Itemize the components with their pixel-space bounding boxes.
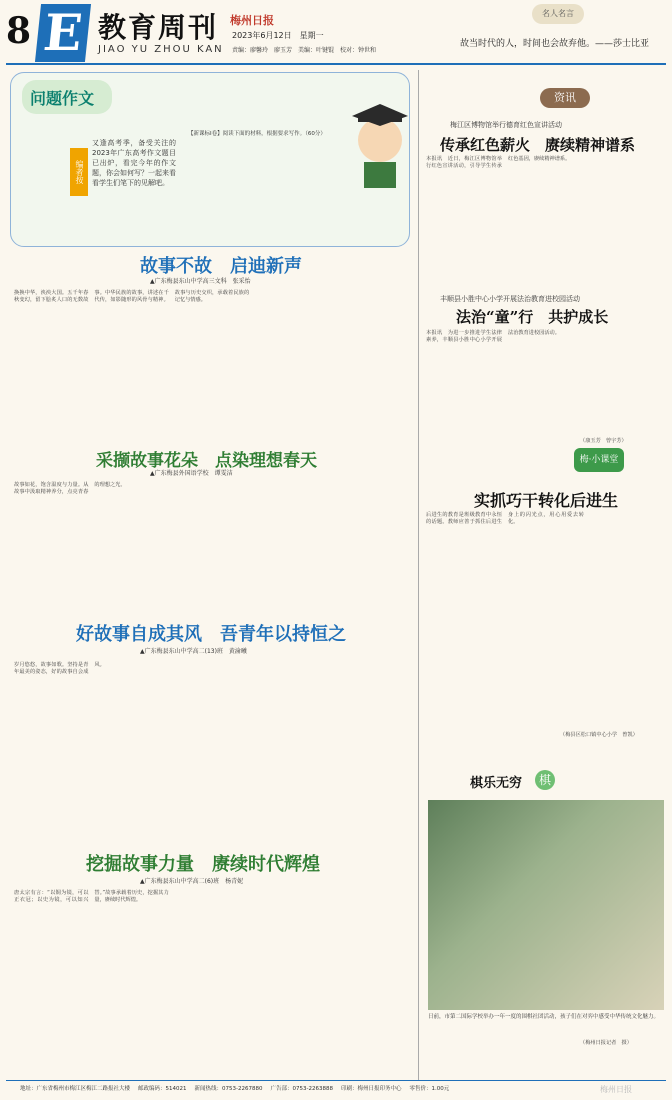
photo-tag-icon: 棋 <box>535 770 555 790</box>
article3-body: 岁月悠悠，故事如歌。坚持是青年最美的姿态，好的故事自会成风。 <box>14 662 105 675</box>
article3-title: 好故事自成其风 吾青年以持恒之 <box>76 624 346 645</box>
footer-price: 零售价：1.00元 <box>409 1086 450 1092</box>
section-title: 教育周刊 <box>98 11 219 44</box>
game-photo <box>428 800 664 1010</box>
footer-rule <box>6 1080 666 1081</box>
feature-tag: 编者按 <box>70 148 88 196</box>
article2-byline: ▲广东梅县外国语学校 谭雯洁 <box>150 470 233 477</box>
editor-staff: 责编：廖馨玲 廖玉芳 美编：叶键锟 校对：钟世和 <box>232 47 377 54</box>
news2-body: 本报讯 为进一步推进学生法律素养，丰顺县小胜中心小学开展法治教育进校园活动。 <box>426 330 560 343</box>
photo-caption: 日前，市第二国际学校举办一年一度的围棋社团活动，孩子们在对弈中感受中华传统文化魅力。 <box>428 1014 660 1020</box>
graduate-illustration <box>350 100 410 190</box>
news1-body: 本报讯 近日，梅江区博物馆举行红色宣讲活动，引导学生传承红色基因，赓续精神谱系。 <box>426 156 571 169</box>
news2-title: 法治“童”行 共护成长 <box>456 308 609 326</box>
article4-body: 唐太宗有言：“以铜为镜，可以正衣冠；以史为镜，可以知兴替。”故事承载着历史，挖掘其力量，赓续时代辉煌。 <box>14 890 169 903</box>
photo-credit: （梅州日报记者 摄） <box>580 1040 632 1046</box>
quote-text: 故当时代的人，时间也会故弃他。——莎士比亚 <box>460 39 650 49</box>
photo-title: 棋乐无穷 <box>470 776 523 791</box>
article4-title: 挖掘故事力量 赓续时代辉煌 <box>86 854 320 875</box>
feature-prompt: 【新课标Ⅰ卷】阅读下面的材料，根据要求写作。（60分） <box>188 131 326 137</box>
news1-title: 传承红色薪火 赓续精神谱系 <box>440 136 636 154</box>
footer-address: 地址：广东省梅州市梅江区梅江二路报社大楼 <box>20 1086 131 1092</box>
article4-byline: ▲广东梅县东山中学高二(6)班 杨青妮 <box>140 878 244 885</box>
quote-seal: 名人名言 <box>532 4 584 24</box>
class-author: （梅县区松口镇中心小学 曾凯） <box>560 732 638 738</box>
class-tag: 梅·小课堂 <box>574 448 624 472</box>
feature-note: 又逢高考季，备受关注的2023年广东高考作文题目已出炉，看完今年的作文题，你会如何写？一起来看看学生们笔下的见解吧。 <box>92 139 176 187</box>
news1-overline: 梅江区博物馆举行德育红色宣讲活动 <box>450 121 562 129</box>
footer-zip: 邮政编码：514021 <box>138 1086 187 1092</box>
paper-logo: 梅州日报 <box>230 14 274 27</box>
article1-byline: ▲广东梅县东山中学高三文科 张采怡 <box>150 278 251 285</box>
section-letter: E <box>35 4 91 62</box>
article1-title: 故事不故 启迪新声 <box>140 256 302 277</box>
section-pinyin: JIAO YU ZHOU KAN <box>98 44 224 55</box>
page-number: 8 <box>6 10 32 52</box>
feature-banner-text: 问题作文 <box>30 89 95 108</box>
masthead-rule <box>6 63 666 65</box>
column-divider <box>418 70 419 1080</box>
footer-ad: 广告部：0753-2263888 <box>270 1086 333 1092</box>
article3-byline: ▲广东梅县东山中学高二(13)班 黄渝曦 <box>140 648 247 655</box>
watermark: 梅州日报 <box>600 1085 632 1094</box>
article2-title: 采撷故事花朵 点染理想春天 <box>96 451 317 471</box>
footer-tel: 新闻热线：0753-2267880 <box>194 1086 263 1092</box>
issue-date: 2023年6月12日 星期一 <box>232 31 324 40</box>
footer-bar <box>20 1084 660 1092</box>
news2-author: （康玉芳 曾宇芳） <box>580 438 627 444</box>
footer-print: 印刷：梅州日报印务中心 <box>340 1086 402 1092</box>
news-tag: 资讯 <box>540 88 590 108</box>
class-title: 实抓巧干转化后进生 <box>474 491 619 510</box>
class-body: 后进生的教育是班级教育中永恒的话题。教师应善于抓住后进生身上的闪光点，用心用爱去转化。 <box>426 512 584 525</box>
news2-overline: 丰顺县小胜中心小学开展法治教育进校园活动 <box>440 295 580 303</box>
article2-body: 故事如花，饱含温度与力量。从故事中汲取精神养分，点亮青春的理想之光。 <box>14 482 126 495</box>
article1-body: 换换中华，泱泱大国。五千年春秋变幻，留下脍炙人口的无数故事。中华民族的故事，讲述在千代传，如影随形的风骨与精神。故事与历史交织，承载着民族的记忆与情感。 <box>14 290 250 303</box>
